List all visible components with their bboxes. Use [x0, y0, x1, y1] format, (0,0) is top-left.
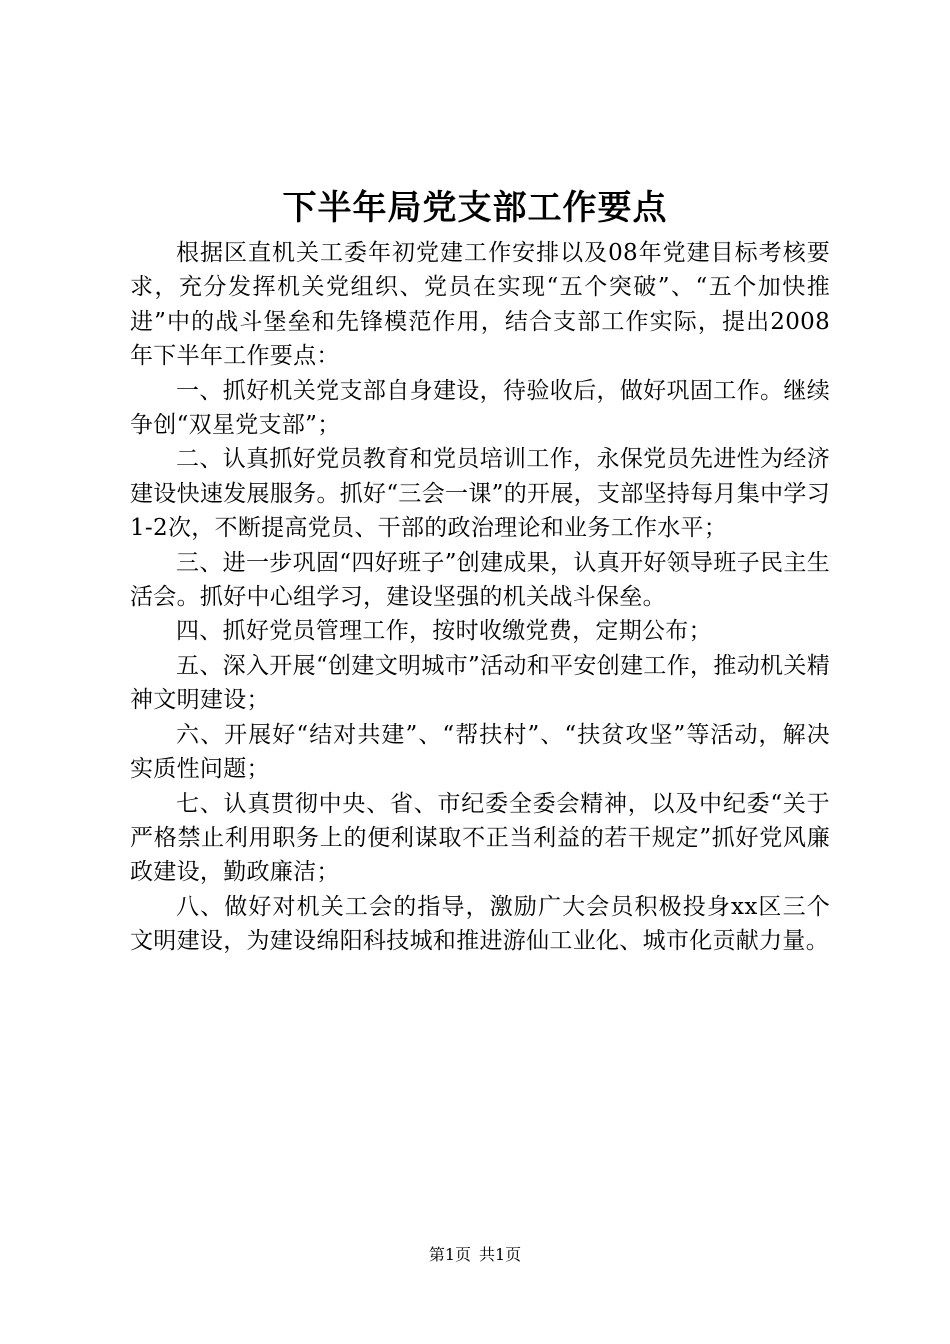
paragraph-intro: 根据区直机关工委年初党建工作安排以及08年党建目标考核要求，充分发挥机关党组织、党员在实现“五个突破”、“五个加快推进”中的战斗堡垒和先锋模范作用，结合支部工作实际，提出2008年下半年工作要点： — [130, 240, 830, 370]
page-total: 共1页 — [479, 1245, 522, 1264]
document-title: 下半年局党支部工作要点 — [282, 188, 668, 228]
page-number: 第1页 — [428, 1245, 471, 1264]
paragraph-item-3: 三、进一步巩固“四好班子”创建成果，认真开好领导班子民主生活会。抓好中心组学习，建设坚强的机关战斗保垒。 — [130, 549, 830, 611]
paragraph-item-1: 一、抓好机关党支部自身建设，待验收后，做好巩固工作。继续争创“双星党支部”； — [130, 377, 830, 439]
paragraph-item-5: 五、深入开展“创建文明城市”活动和平安创建工作，推动机关精神文明建设； — [130, 652, 830, 714]
paragraph-item-7: 七、认真贯彻中央、省、市纪委全委会精神，以及中纪委“关于严格禁止利用职务上的便利谋取不正当利益的若干规定”抓好党风廉政建设，勤政廉洁； — [130, 790, 830, 886]
paragraph-item-4: 四、抓好党员管理工作，按时收缴党费，定期公布； — [176, 618, 712, 645]
document-body — [130, 236, 830, 959]
paragraph-item-6: 六、开展好“结对共建”、“帮扶村”、“扶贫攻坚”等活动，解决实质性问题； — [130, 721, 830, 783]
paragraph-item-2: 二、认真抓好党员教育和党员培训工作，永保党员先进性为经济建设快速发展服务。抓好“三会一课”的开展，支部坚持每月集中学习1-2次，不断提高党员、干部的政治理论和业务工作水平； — [130, 446, 830, 542]
paragraph-item-8: 八、做好对机关工会的指导，激励广大会员积极投身xx区三个文明建设，为建设绵阳科技城和推进游仙工业化、城市化贡献力量。 — [130, 893, 830, 955]
page-footer — [0, 1244, 950, 1266]
